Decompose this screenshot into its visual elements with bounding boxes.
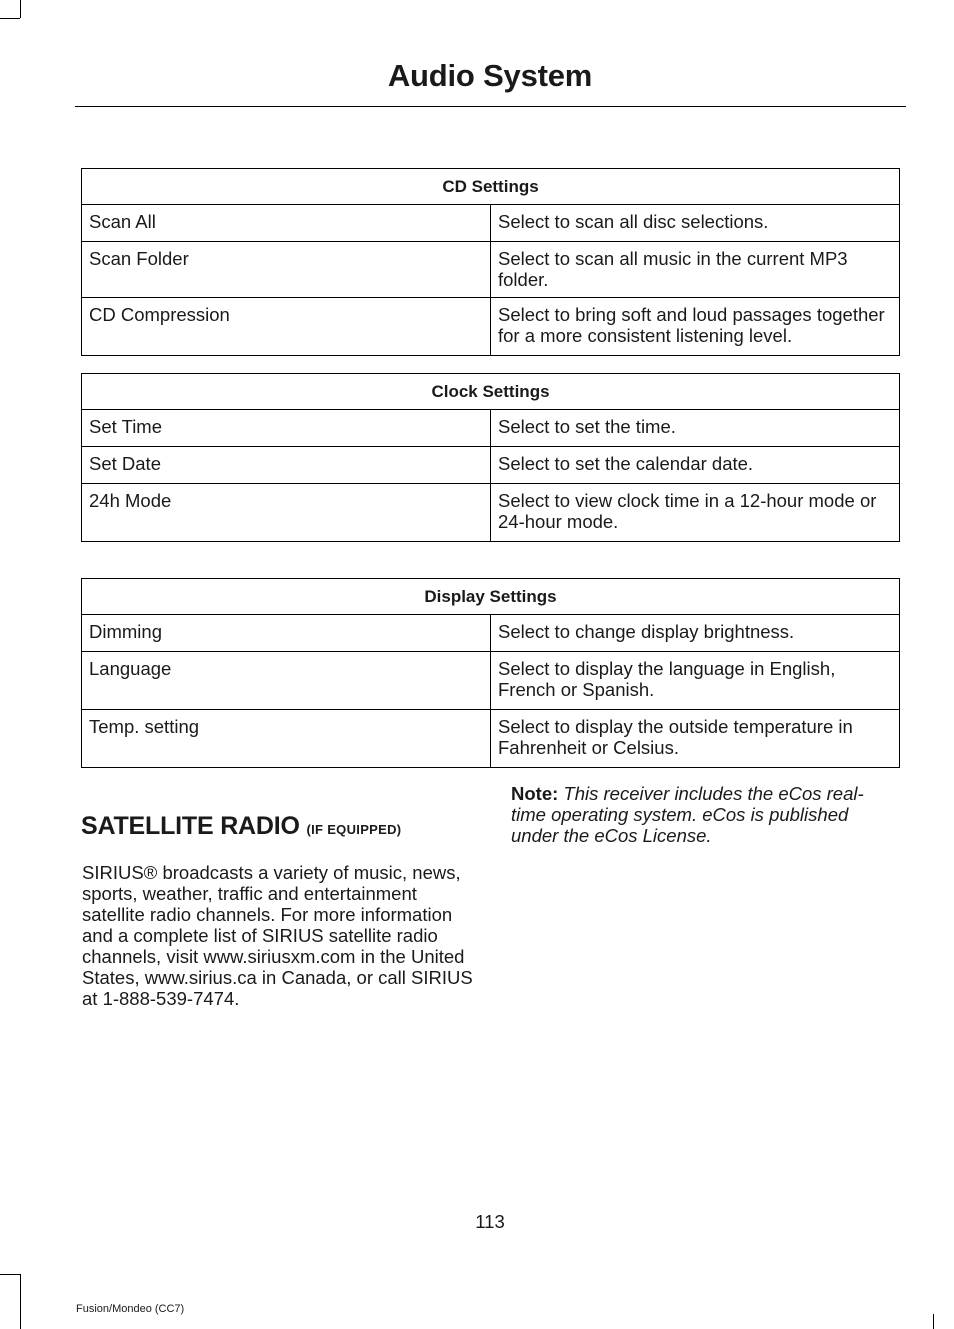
setting-description: Select to display the language in English, French or Spanish.: [491, 652, 900, 710]
setting-description: Select to set the calendar date.: [491, 447, 900, 484]
table-row: [82, 447, 900, 484]
setting-description: Select to display the outside temperature in Fahrenheit or Celsius.: [491, 710, 900, 768]
setting-description: Select to bring soft and loud passages together for a more consistent listening level.: [491, 298, 900, 356]
table-row: [82, 484, 900, 542]
note-label: Note:: [511, 783, 559, 804]
setting-description: Select to change display brightness.: [491, 615, 900, 652]
setting-name: Dimming: [82, 615, 491, 652]
setting-description: Select to scan all music in the current MP3 folder.: [491, 242, 900, 298]
setting-name: Scan All: [82, 205, 491, 242]
setting-description: Select to scan all disc selections.: [491, 205, 900, 242]
table-row: [82, 652, 900, 710]
crop-mark: [20, 1274, 21, 1329]
footer-model-label: Fusion/Mondeo (CC7): [76, 1303, 185, 1315]
page-number: 113: [475, 1211, 505, 1232]
setting-name: CD Compression: [82, 298, 491, 356]
table-row: [82, 710, 900, 768]
table-row: [82, 410, 900, 447]
section-heading: [81, 812, 401, 841]
section-heading-text: SATELLITE RADIO: [81, 812, 300, 840]
table-header-row: [82, 374, 900, 410]
crop-mark: [933, 1314, 934, 1329]
setting-name: Scan Folder: [82, 242, 491, 298]
table-header-row: [82, 579, 900, 615]
table-row: [82, 615, 900, 652]
setting-name: 24h Mode: [82, 484, 491, 542]
display-settings-table: [81, 578, 900, 768]
table-title: Display Settings: [82, 579, 900, 615]
table-row: [82, 242, 900, 298]
page-title: Audio System: [387, 58, 593, 93]
crop-mark: [0, 18, 20, 19]
title-divider: [75, 106, 906, 107]
crop-mark: [20, 0, 21, 18]
table-title: CD Settings: [82, 169, 900, 205]
table-title: Clock Settings: [82, 374, 900, 410]
table-row: [82, 298, 900, 356]
setting-name: Set Time: [82, 410, 491, 447]
cd-settings-table: [81, 168, 900, 356]
clock-settings-table: [81, 373, 900, 542]
satellite-body-text: SIRIUS® broadcasts a variety of music, news, sports, weather, traffic and entertainment satellite radio channels. For more information and a complete list of SIRIUS satellite radio channels, visit www.siriusxm.com in the United States, www.sirius.ca in Canada, or call SIRIUS at 1-888-539-7474.: [82, 862, 473, 1009]
crop-mark: [0, 1274, 20, 1275]
setting-name: Set Date: [82, 447, 491, 484]
setting-name: Language: [82, 652, 491, 710]
table-row: [82, 205, 900, 242]
setting-description: Select to set the time.: [491, 410, 900, 447]
note-text: This receiver includes the eCos real-time operating system. eCos is published under the eCos License.: [511, 783, 864, 846]
note-paragraph: [511, 783, 891, 846]
setting-description: Select to view clock time in a 12-hour mode or 24-hour mode.: [491, 484, 900, 542]
setting-name: Temp. setting: [82, 710, 491, 768]
table-header-row: [82, 169, 900, 205]
section-heading-suffix: (IF EQUIPPED): [306, 822, 402, 837]
